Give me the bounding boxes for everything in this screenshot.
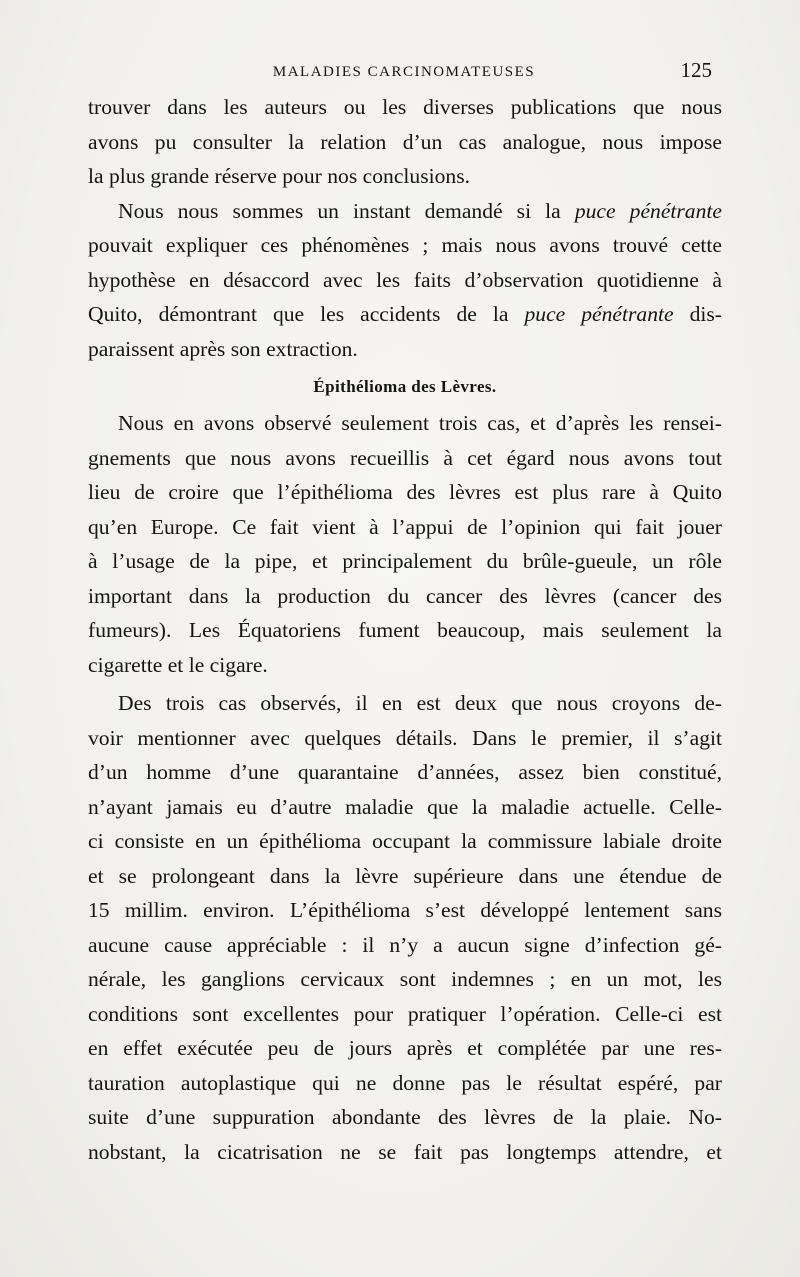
text-line: conditions sont excellentes pour pratiquer l’opération. Celle-ci est [88,1001,722,1026]
text-line: Des trois cas observés, il en est deux que nous croyons de- [118,691,722,715]
text-run: Quito, démontrant que les accidents de la [88,302,525,326]
text-line: gnements que nous avons recueillis à cet égard nous avons tout [88,445,722,470]
section-heading: Épithélioma des Lèvres. [313,377,497,396]
text-line: paraissent après son extraction. [88,336,358,361]
text-line: important dans la production du cancer des lèvres (cancer des [88,583,722,608]
text-line: et se prolongeant dans la lèvre supérieure dans une étendue de [88,863,722,888]
text-line: à l’usage de la pipe, et principalement du brûle-gueule, un rôle [88,549,722,573]
text-line [88,297,722,332]
text-line: ci consiste en un épithélioma occupant la commissure labiale droite [88,829,722,853]
text-line: lieu de croire que l’épithélioma des lèvres est plus rare à Quito [88,480,722,504]
paragraph-puce-penetrante [88,194,722,367]
text-line: voir mentionner avec quelques détails. Dans le premier, il s’agit [88,725,722,750]
paragraph-continuation [88,90,722,194]
text-line: tauration autoplastique qui ne donne pas le résultat espéré, par [88,1070,722,1095]
text-line: fumeurs). Les Équatoriens fument beaucoup, mais seulement la [88,618,722,642]
text-line: aucune cause appréciable : il n’y a aucun signe d’infection gé- [88,932,722,957]
text-run: dis- [673,302,722,326]
text-line [88,194,722,229]
text-line: en effet exécutée peu de jours après et complétée par une res- [88,1036,722,1060]
text-line: suite d’une suppuration abondante des lèvres de la plaie. No- [88,1105,722,1129]
text-line: d’un homme d’une quarantaine d’années, assez bien constitué, [88,760,722,784]
text-line: hypothèse en désaccord avec les faits d’observation quotidienne à [88,267,722,292]
text-line: cigarette et le cigare. [88,652,268,677]
italic-term: puce pénétrante [524,302,674,326]
text-line: Nous en avons observé seulement trois cas, et d’après les rensei- [118,411,722,435]
text-run: Nous nous sommes un instant demandé si la [118,198,575,223]
text-line: avons pu consulter la relation d’un cas analogue, nous impose [88,129,722,154]
text-line: n’ayant jamais eu d’autre maladie que la maladie actuelle. Celle- [88,794,722,819]
text-line: pouvait expliquer ces phénomènes ; mais nous avons trouvé cette [88,233,722,257]
text-line: trouver dans les auteurs ou les diverses publications que nous [88,95,722,119]
body-text [88,90,722,1169]
italic-term: puce pénétrante [574,198,722,223]
running-head [88,58,720,88]
text-line: nobstant, la cicatrisation ne se fait pas longtemps attendre, et [88,1139,722,1164]
paragraph-case-report [88,686,722,1169]
text-line: qu’en Europe. Ce fait vient à l’appui de l’opinion qui fait jouer [88,514,722,539]
text-line: 15 millim. environ. L’épithélioma s’est développé lentement sans [88,898,722,922]
text-line: nérale, les ganglions cervicaux sont indemnes ; en un mot, les [88,967,722,991]
page-number: 125 [680,58,712,82]
running-title: MALADIES CARCINOMATEUSES [272,64,536,80]
paragraph-lip-epithelioma [88,406,722,682]
text-line: la plus grande réserve pour nos conclusions. [88,164,470,188]
